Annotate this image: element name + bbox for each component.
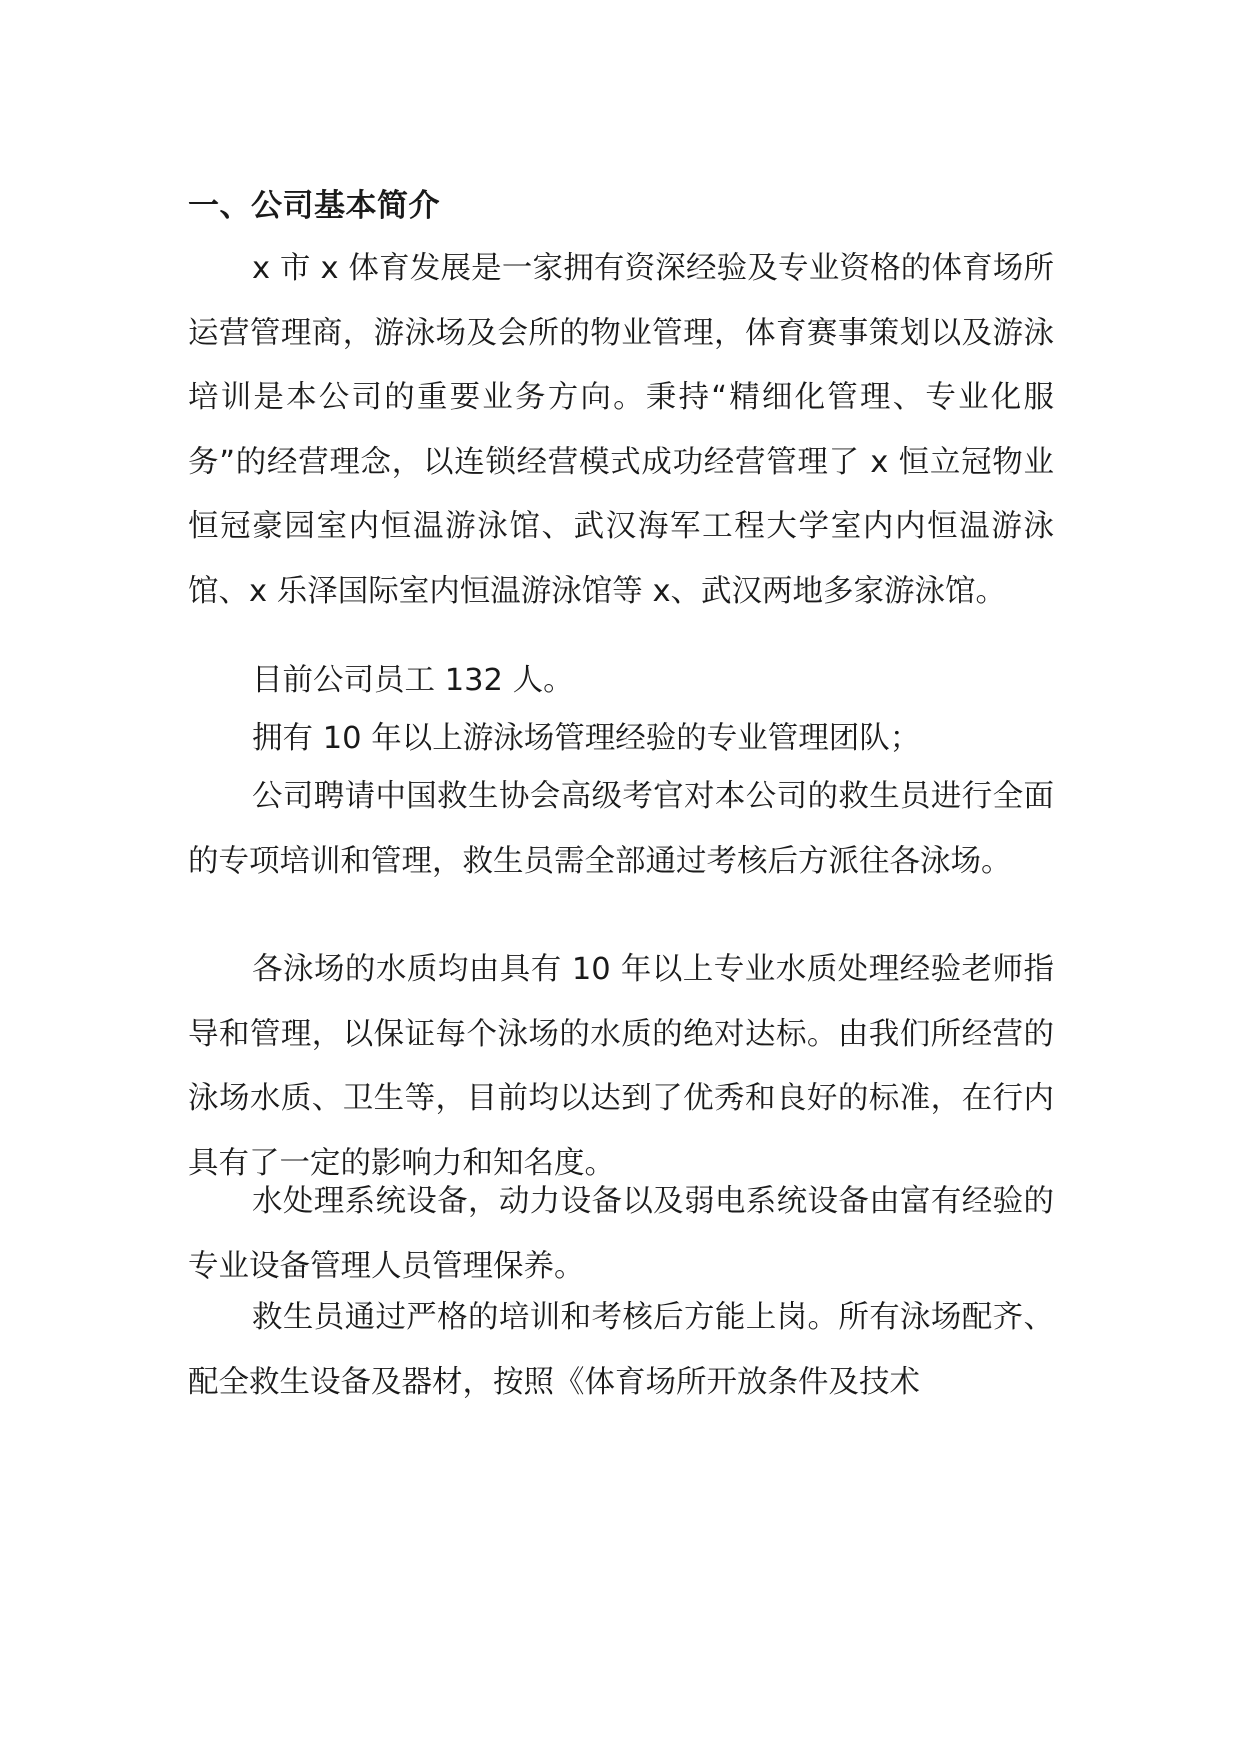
- paragraph-company-intro: x 市 x 体育发展是一家拥有资深经验及专业资格的体育场所运营管理商，游泳场及会所的物业管理，体育赛事策划以及游泳培训是本公司的重要业务方向。秉持“精细化管理、专业化服务”的经营理念，以连锁经营模式成功经营管理了 x 恒立冠物业恒冠豪园室内恒温游泳馆、武汉海军工程大学室内内恒温游泳馆、x 乐泽国际室内恒温游泳馆等 x、武汉两地多家游泳馆。: [188, 251, 1054, 609]
- paragraph-management-team: 拥有 10 年以上游泳场管理经验的专业管理团队；: [252, 721, 921, 756]
- paragraph-water-quality: 各泳场的水质均由具有 10 年以上专业水质处理经验老师指导和管理，以保证每个泳场的水质的绝对达标。由我们所经营的泳场水质、卫生等，目前均以达到了优秀和良好的标准，在行内具有了一定的影响力和知名度。: [188, 952, 1054, 1181]
- section-heading: 一、公司基本简介: [188, 188, 440, 224]
- paragraph-equipment: 水处理系统设备，动力设备以及弱电系统设备由富有经验的专业设备管理人员管理保养。: [188, 1184, 1054, 1284]
- paragraph-lifeguard-training: 公司聘请中国救生协会高级考官对本公司的救生员进行全面的专项培训和管理，救生员需全部通过考核后方派往各泳场。: [188, 779, 1054, 879]
- paragraph-lifeguard-requirements: 救生员通过严格的培训和考核后方能上岗。所有泳场配齐、配全救生设备及器材，按照《体育场所开放条件及技术: [188, 1300, 1054, 1400]
- paragraph-staff-count: 目前公司员工 132 人。: [252, 663, 574, 698]
- document-page: [188, 0, 1054, 1754]
